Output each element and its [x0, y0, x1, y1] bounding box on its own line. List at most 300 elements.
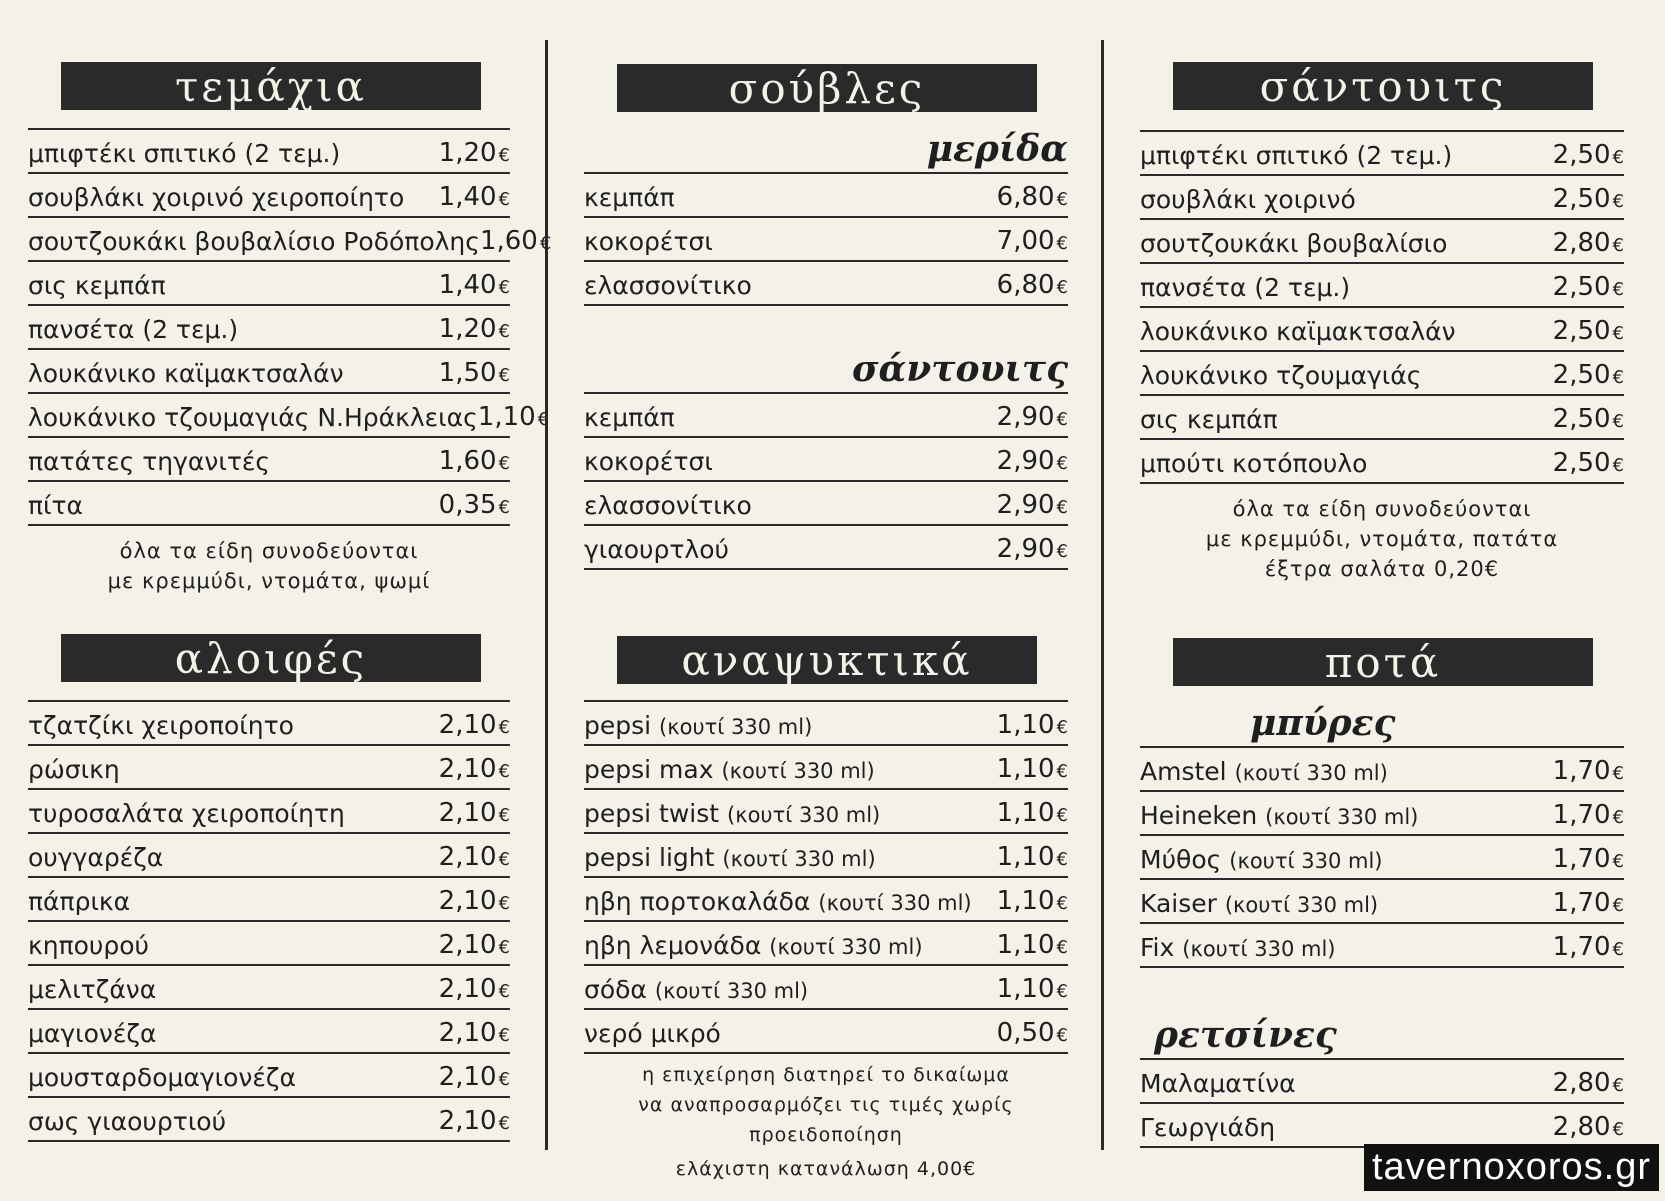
menu-item-price	[997, 402, 1068, 432]
menu-item-row	[584, 438, 1068, 482]
item-name-text: pepsi	[584, 711, 652, 740]
price-value: 2,50	[1552, 360, 1611, 390]
menu-item-price	[1553, 932, 1624, 962]
pota-header	[1173, 638, 1593, 686]
price-value: 2,90	[996, 446, 1055, 476]
menu-item-row	[1140, 352, 1624, 396]
pota-title: ποτά	[1324, 637, 1442, 687]
temaxia-note-line2: με κρεμμύδι, ντομάτα, ψωμί	[107, 569, 431, 593]
item-name-text: σουτζουκάκι βουβαλίσιο Ροδόπολης	[28, 227, 480, 256]
menu-item-name	[28, 799, 345, 828]
menu-item-name	[1140, 405, 1278, 434]
blank-gap	[1140, 968, 1624, 1012]
bires-list	[1140, 748, 1624, 968]
euro-symbol: €	[1056, 1025, 1068, 1046]
menu-item-row	[584, 1010, 1068, 1054]
menu-item-name	[584, 931, 923, 960]
item-name-text: Amstel	[1140, 757, 1227, 786]
menu-item-row	[28, 394, 550, 438]
menu-item-price	[997, 1018, 1068, 1048]
euro-symbol: €	[1612, 1075, 1624, 1096]
item-name-text: λουκάνικο καϊμακτσαλάν	[1140, 317, 1456, 346]
menu-item-name	[584, 271, 752, 300]
price-value: 2,50	[1552, 272, 1611, 302]
menu-item-name	[28, 139, 340, 168]
menu-item-name	[1140, 273, 1350, 302]
euro-symbol: €	[1612, 235, 1624, 256]
menu-item-price	[1553, 844, 1624, 874]
price-value: 1,10	[996, 930, 1055, 960]
menu-item-price	[1553, 140, 1624, 170]
column-divider-right	[1101, 40, 1104, 1150]
menu-item-row	[584, 746, 1068, 790]
temaxia-note-line1: όλα τα είδη συνοδεύονται	[119, 539, 419, 563]
item-name-text: σουβλάκι χοιρινό	[1140, 185, 1356, 214]
menu-item-price	[997, 182, 1068, 212]
item-name-text: κοκορέτσι	[584, 227, 713, 256]
column-divider-left	[545, 40, 548, 1150]
menu-item-name	[28, 183, 404, 212]
menu-item-name	[584, 491, 752, 520]
euro-symbol: €	[498, 277, 510, 298]
menu-item-name	[28, 887, 130, 916]
price-value: 2,50	[1552, 316, 1611, 346]
anapsyktika-note	[584, 1060, 1068, 1184]
menu-item-row	[1140, 396, 1624, 440]
menu-item-price	[1553, 1068, 1624, 1098]
menu-item-row	[1140, 748, 1624, 792]
euro-symbol: €	[1056, 805, 1068, 826]
menu-item-row	[1140, 924, 1624, 968]
item-size-text: (κουτί 330 ml)	[1224, 893, 1379, 917]
item-name-text: σως γιαουρτιού	[28, 1107, 227, 1136]
price-value: 1,60	[479, 226, 538, 256]
sandouits-note	[1140, 494, 1624, 584]
euro-symbol: €	[498, 893, 510, 914]
item-name-text: Kaiser	[1140, 889, 1217, 918]
item-name-text: σόδα	[584, 975, 647, 1004]
menu-item-price	[997, 886, 1068, 916]
menu-item-name	[1140, 889, 1378, 918]
retsines-subheading: ρετσίνες	[1140, 1012, 1624, 1060]
menu-item-price	[997, 270, 1068, 300]
item-name-text: Μύθος	[1140, 845, 1222, 874]
menu-item-name	[28, 931, 149, 960]
left-column	[28, 0, 552, 1201]
menu-item-row	[1140, 220, 1624, 264]
euro-symbol: €	[498, 453, 510, 474]
euro-symbol: €	[1612, 851, 1624, 872]
euro-symbol: €	[1612, 895, 1624, 916]
item-size-text: (κουτί 330 ml)	[727, 803, 881, 827]
pota-list	[1140, 700, 1624, 1148]
menu-item-row	[28, 262, 510, 306]
euro-symbol: €	[1056, 233, 1068, 254]
menu-item-row	[1140, 440, 1624, 484]
price-value: 0,50	[996, 1018, 1055, 1048]
menu-item-price	[997, 226, 1068, 256]
item-name-text: pepsi twist	[584, 799, 720, 828]
menu-item-row	[1140, 132, 1624, 176]
anapsyktika-list	[584, 700, 1068, 1054]
item-name-text: pepsi max	[584, 755, 714, 784]
menu-item-name	[28, 711, 294, 740]
menu-item-price	[1553, 404, 1624, 434]
menu-item-row	[584, 526, 1068, 570]
menu-item-name	[584, 799, 880, 828]
retsines-list	[1140, 1060, 1624, 1148]
euro-symbol: €	[1612, 939, 1624, 960]
menu-item-name	[28, 1107, 226, 1136]
euro-symbol: €	[1056, 189, 1068, 210]
menu-item-name	[28, 975, 156, 1004]
menu-item-row	[28, 306, 510, 350]
temaxia-list	[28, 128, 552, 526]
item-name-text: πανσέτα (2 τεμ.)	[28, 315, 239, 344]
menu-item-name	[1140, 757, 1388, 786]
item-name-text: ρώσικη	[28, 755, 120, 784]
euro-symbol: €	[1612, 1119, 1624, 1140]
anapsyktika-header	[617, 636, 1037, 684]
menu-item-name	[28, 359, 344, 388]
sandouits-note-line3: έξτρα σαλάτα 0,20€	[1264, 557, 1500, 581]
blank-row	[584, 306, 1068, 346]
sandouits-note-line2: με κρεμμύδι, ντομάτα, πατάτα	[1205, 527, 1559, 551]
euro-symbol: €	[537, 409, 550, 430]
menu-item-name	[584, 755, 875, 784]
menu-item-name	[28, 1063, 296, 1092]
item-name-text: πάπρικα	[28, 887, 131, 916]
alifes-title: αλοιφές	[174, 633, 368, 683]
menu-item-name	[584, 1019, 721, 1048]
item-name-text: ηβη πορτοκαλάδα	[584, 887, 811, 916]
menu-item-price	[997, 974, 1068, 1004]
price-value: 1,10	[996, 754, 1055, 784]
item-name-text: λουκάνικο καϊμακτσαλάν	[28, 359, 344, 388]
euro-symbol: €	[498, 937, 510, 958]
menu-item-row	[28, 438, 510, 482]
item-size-text: (κουτί 330 ml)	[1182, 937, 1336, 961]
menu-item-price	[480, 226, 551, 256]
alifes-header	[61, 634, 481, 682]
item-name-text: πατάτες τηγανιτές	[28, 447, 271, 476]
item-size-text: (κουτί 330 ml)	[659, 715, 813, 739]
menu-item-price	[997, 930, 1068, 960]
item-size-text: (κουτί 330 ml)	[721, 759, 875, 783]
item-name-text: νερό μικρό	[584, 1019, 721, 1048]
menu-item-row	[28, 482, 510, 526]
price-value: 2,50	[1552, 404, 1611, 434]
menu-item-row	[28, 350, 510, 394]
price-value: 1,10	[996, 974, 1055, 1004]
menu-item-price	[439, 1062, 510, 1092]
item-size-text: (κουτί 330 ml)	[654, 979, 809, 1003]
menu-item-name	[28, 491, 83, 520]
alifes-list	[28, 700, 510, 1142]
menu-item-price	[997, 842, 1068, 872]
price-value: 1,10	[996, 710, 1055, 740]
menu-item-name	[584, 711, 812, 740]
item-name-text: Heineken	[1140, 801, 1258, 830]
menu-item-row	[28, 702, 510, 746]
price-value: 1,40	[438, 182, 497, 212]
item-size-text: (κουτί 330 ml)	[769, 935, 923, 959]
menu-item-name	[584, 975, 808, 1004]
menu-item-price	[439, 270, 510, 300]
item-name-text: σουβλάκι χοιρινό χειροποίητο	[28, 183, 405, 212]
price-value: 2,80	[1552, 228, 1611, 258]
sandouits-subheading: σάντουιτς	[584, 346, 1068, 394]
item-name-text: τζατζίκι χειροποίητο	[28, 711, 294, 740]
menu-item-row	[584, 790, 1068, 834]
menu-item-row	[1140, 792, 1624, 836]
menu-item-row	[1140, 836, 1624, 880]
item-name-text: μουσταρδομαγιονέζα	[28, 1063, 296, 1092]
euro-symbol: €	[1056, 453, 1068, 474]
item-name-text: κοκορέτσι	[584, 447, 713, 476]
menu-item-price	[1553, 888, 1624, 918]
euro-symbol: €	[1056, 981, 1068, 1002]
euro-symbol: €	[498, 321, 510, 342]
menu-item-row	[1140, 176, 1624, 220]
item-name-text: σις κεμπάπ	[28, 271, 166, 300]
menu-item-name	[1140, 317, 1456, 346]
price-value: 6,80	[996, 270, 1055, 300]
euro-symbol: €	[1056, 937, 1068, 958]
menu-item-price	[439, 314, 510, 344]
euro-symbol: €	[1612, 763, 1624, 784]
item-name-text: Γεωργιάδη	[1140, 1113, 1276, 1142]
euro-symbol: €	[1056, 893, 1068, 914]
menu-item-row	[28, 966, 510, 1010]
anapsyktika-note-line3: ελάχιστη κατανάλωση 4,00€	[675, 1158, 977, 1180]
menu-item-name	[584, 403, 675, 432]
menu-item-row	[584, 218, 1068, 262]
menu-item-name	[584, 227, 713, 256]
price-value: 2,80	[1552, 1068, 1611, 1098]
euro-symbol: €	[1612, 323, 1624, 344]
euro-symbol: €	[498, 1025, 510, 1046]
temaxia-title: τεμάχια	[175, 61, 367, 111]
item-name-text: ουγγαρέζα	[28, 843, 164, 872]
euro-symbol: €	[1056, 717, 1068, 738]
price-value: 0,35	[438, 490, 497, 520]
price-value: 7,00	[996, 226, 1055, 256]
menu-item-row	[28, 1010, 510, 1054]
menu-item-price	[439, 710, 510, 740]
menu-item-price	[439, 358, 510, 388]
menu-item-name	[28, 447, 270, 476]
menu-item-row	[1140, 308, 1624, 352]
menu-item-price	[1553, 316, 1624, 346]
menu-item-price	[439, 798, 510, 828]
menu-item-row	[584, 394, 1068, 438]
item-name-text: Μαλαματίνα	[1140, 1069, 1296, 1098]
euro-symbol: €	[1612, 191, 1624, 212]
price-value: 1,20	[438, 314, 497, 344]
menu-item-row	[28, 218, 552, 262]
menu-item-price	[997, 490, 1068, 520]
menu-item-name	[1140, 185, 1356, 214]
menu-item-name	[28, 227, 480, 256]
item-name-text: λουκάνικο τζουμαγιάς Ν.Ηράκλειας	[28, 403, 478, 432]
euro-symbol: €	[539, 233, 552, 254]
price-value: 1,70	[1552, 844, 1611, 874]
menu-item-price	[439, 754, 510, 784]
item-name-text: τυροσαλάτα χειροποίητη	[28, 799, 345, 828]
menu-item-row	[28, 746, 510, 790]
menu-item-price	[439, 1106, 510, 1136]
item-name-text: μπούτι κοτόπουλο	[1140, 449, 1368, 478]
souvles-title: σούβλες	[728, 63, 926, 113]
price-value: 1,60	[438, 446, 497, 476]
menu-item-price	[439, 974, 510, 1004]
menu-item-row	[584, 878, 1068, 922]
euro-symbol: €	[498, 189, 510, 210]
price-value: 2,10	[438, 754, 497, 784]
menu-item-price	[997, 798, 1068, 828]
price-value: 1,70	[1552, 888, 1611, 918]
menu-item-price	[997, 754, 1068, 784]
price-value: 1,10	[477, 402, 536, 432]
item-name-text: μαγιονέζα	[28, 1019, 157, 1048]
souvles-header	[617, 64, 1037, 112]
menu-item-price	[1553, 360, 1624, 390]
item-name-text: λουκάνικο τζουμαγιάς	[1140, 361, 1422, 390]
item-name-text: πίτα	[28, 491, 84, 520]
euro-symbol: €	[498, 145, 510, 166]
menu-item-price	[1553, 800, 1624, 830]
menu-item-row	[1140, 880, 1624, 924]
item-name-text: Fix	[1140, 933, 1175, 962]
euro-symbol: €	[498, 1113, 510, 1134]
price-value: 2,50	[1552, 140, 1611, 170]
temaxia-note	[28, 536, 510, 596]
euro-symbol: €	[498, 1069, 510, 1090]
menu-item-price	[439, 886, 510, 916]
price-value: 2,10	[438, 798, 497, 828]
menu-item-name	[1140, 1069, 1296, 1098]
price-value: 2,90	[996, 402, 1055, 432]
euro-symbol: €	[1056, 277, 1068, 298]
euro-symbol: €	[1056, 409, 1068, 430]
euro-symbol: €	[498, 365, 510, 386]
item-size-text: (κουτί 330 ml)	[722, 847, 876, 871]
menu-item-row	[28, 878, 510, 922]
menu-item-row	[28, 130, 510, 174]
item-name-text: pepsi light	[584, 843, 715, 872]
euro-symbol: €	[498, 981, 510, 1002]
euro-symbol: €	[1612, 147, 1624, 168]
item-size-text: (κουτί 330 ml)	[818, 891, 972, 915]
price-value: 1,70	[1552, 756, 1611, 786]
menu-item-name	[1140, 449, 1367, 478]
item-name-text: ελασσονίτικο	[584, 271, 752, 300]
euro-symbol: €	[498, 805, 510, 826]
menu-item-price	[439, 138, 510, 168]
euro-symbol: €	[1612, 367, 1624, 388]
price-value: 2,90	[996, 490, 1055, 520]
price-value: 2,10	[438, 842, 497, 872]
item-size-text: (κουτί 330 ml)	[1265, 805, 1419, 829]
menu-item-price	[439, 1018, 510, 1048]
euro-symbol: €	[1056, 849, 1068, 870]
price-value: 2,10	[438, 930, 497, 960]
item-name-text: γιαουρτλού	[584, 535, 729, 564]
menu-item-row	[28, 834, 510, 878]
euro-symbol: €	[1612, 807, 1624, 828]
price-value: 2,90	[996, 534, 1055, 564]
menu-item-price	[1553, 228, 1624, 258]
price-value: 2,50	[1552, 448, 1611, 478]
watermark: tavernoxoros.gr	[1364, 1144, 1659, 1191]
right-column	[1140, 0, 1624, 1201]
menu-item-name	[584, 887, 972, 916]
price-value: 2,50	[1552, 184, 1611, 214]
price-value: 2,10	[438, 1106, 497, 1136]
euro-symbol: €	[498, 717, 510, 738]
price-value: 2,10	[438, 1018, 497, 1048]
menu-item-price	[1553, 184, 1624, 214]
price-value: 6,80	[996, 182, 1055, 212]
menu-item-price	[997, 534, 1068, 564]
euro-symbol: €	[498, 761, 510, 782]
euro-symbol: €	[1612, 411, 1624, 432]
menu-item-row	[28, 174, 510, 218]
sandouits-title: σάντουιτς	[1259, 61, 1507, 111]
menu-item-name	[1140, 141, 1452, 170]
souvles-list	[584, 126, 1068, 570]
menu-item-price	[439, 930, 510, 960]
menu-item-row	[1140, 1060, 1624, 1104]
item-name-text: ελασσονίτικο	[584, 491, 752, 520]
menu-item-name	[1140, 933, 1336, 962]
merida-list	[584, 174, 1068, 306]
euro-symbol: €	[498, 849, 510, 870]
euro-symbol: €	[1056, 541, 1068, 562]
price-value: 1,10	[996, 886, 1055, 916]
menu-item-name	[584, 535, 729, 564]
item-size-text: (κουτί 330 ml)	[1229, 849, 1383, 873]
menu-item-price	[997, 446, 1068, 476]
price-value: 2,10	[438, 710, 497, 740]
menu-item-price	[439, 446, 510, 476]
price-value: 2,10	[438, 974, 497, 1004]
item-name-text: σουτζουκάκι βουβαλίσιο	[1140, 229, 1448, 258]
price-value: 1,40	[438, 270, 497, 300]
price-value: 1,20	[438, 138, 497, 168]
menu-item-price	[1553, 448, 1624, 478]
item-name-text: κηπουρού	[28, 931, 150, 960]
item-name-text: σις κεμπάπ	[1140, 405, 1278, 434]
menu-item-name	[584, 843, 876, 872]
price-value: 1,70	[1552, 932, 1611, 962]
menu-item-price	[439, 182, 510, 212]
menu-item-row	[584, 922, 1068, 966]
item-name-text: κεμπάπ	[584, 403, 675, 432]
price-value: 2,10	[438, 1062, 497, 1092]
merida-subheading: μερίδα	[584, 126, 1068, 174]
menu-item-name	[28, 271, 166, 300]
menu-item-row	[1140, 264, 1624, 308]
euro-symbol: €	[1612, 455, 1624, 476]
menu-item-price	[439, 490, 510, 520]
menu-item-row	[1140, 1104, 1624, 1148]
menu-item-name	[584, 183, 675, 212]
price-value: 1,50	[438, 358, 497, 388]
menu-item-name	[1140, 229, 1447, 258]
menu-item-row	[28, 922, 510, 966]
